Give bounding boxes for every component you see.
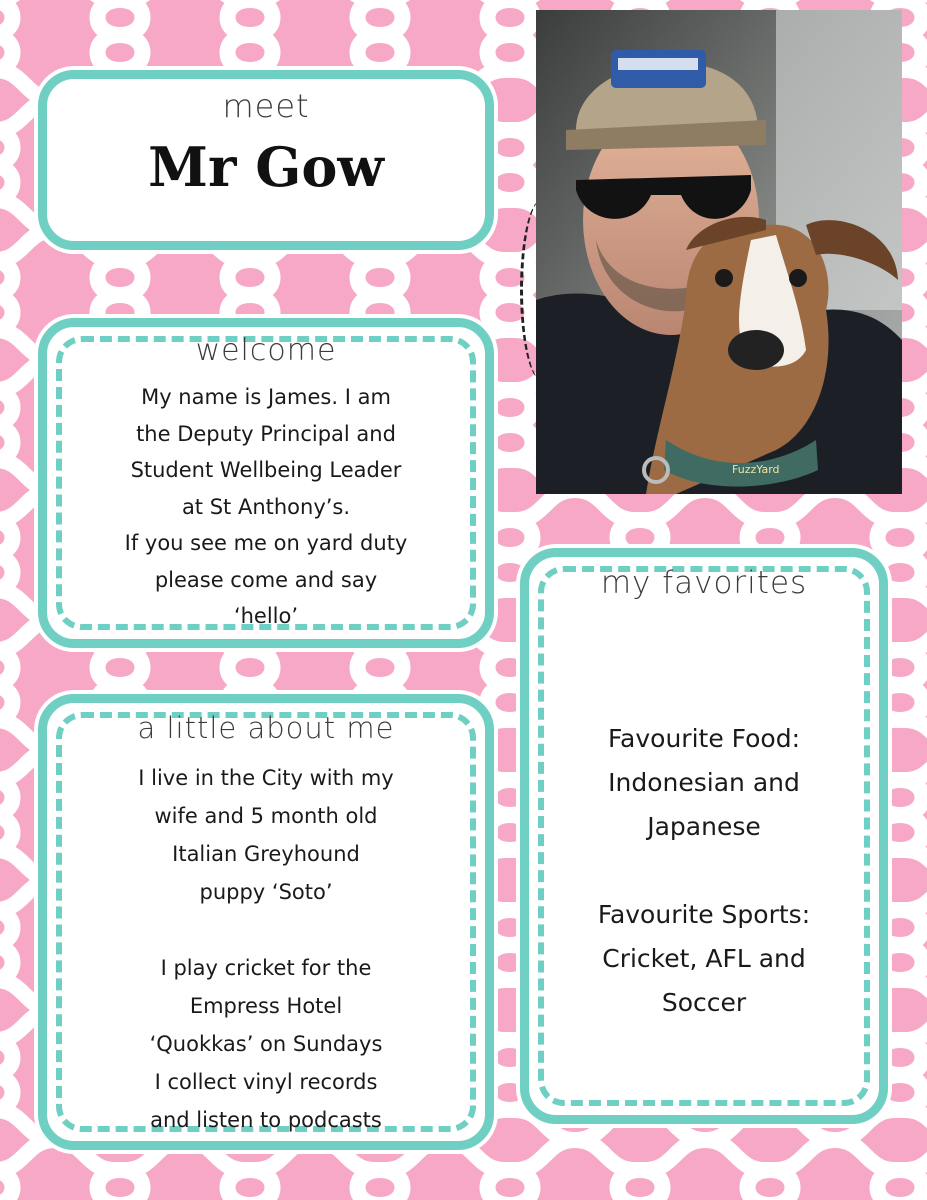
about-heading: a little about me bbox=[137, 711, 395, 745]
favorites-heading: my favorites bbox=[600, 565, 808, 601]
welcome-text: My name is James. I am the Deputy Principal and Student Wellbeing Leader at St Anthony’s. If you see me on yard duty please come and say ‘hello’ bbox=[124, 385, 408, 628]
collar-text: FuzzYard bbox=[732, 463, 780, 476]
header-card bbox=[38, 70, 494, 250]
selfie-with-dog-photo bbox=[536, 10, 902, 494]
welcome-heading: welcome bbox=[195, 333, 337, 368]
meet-heading: meet bbox=[222, 87, 310, 125]
favorites-card bbox=[520, 548, 888, 1124]
welcome-card bbox=[38, 318, 494, 648]
page-title: Mr Gow bbox=[148, 135, 384, 199]
about-card bbox=[38, 694, 494, 1150]
favorites-text: Favourite Food: Indonesian and Japanese Favourite Sports: Cricket, AFL and Soccer bbox=[597, 724, 811, 1017]
about-text: I live in the City with my wife and 5 month old Italian Greyhound puppy ‘Soto’ I play cricket for the Empress Hotel ‘Quokkas’ on Sundays I collect vinyl records and listen to podcasts bbox=[138, 766, 394, 1132]
